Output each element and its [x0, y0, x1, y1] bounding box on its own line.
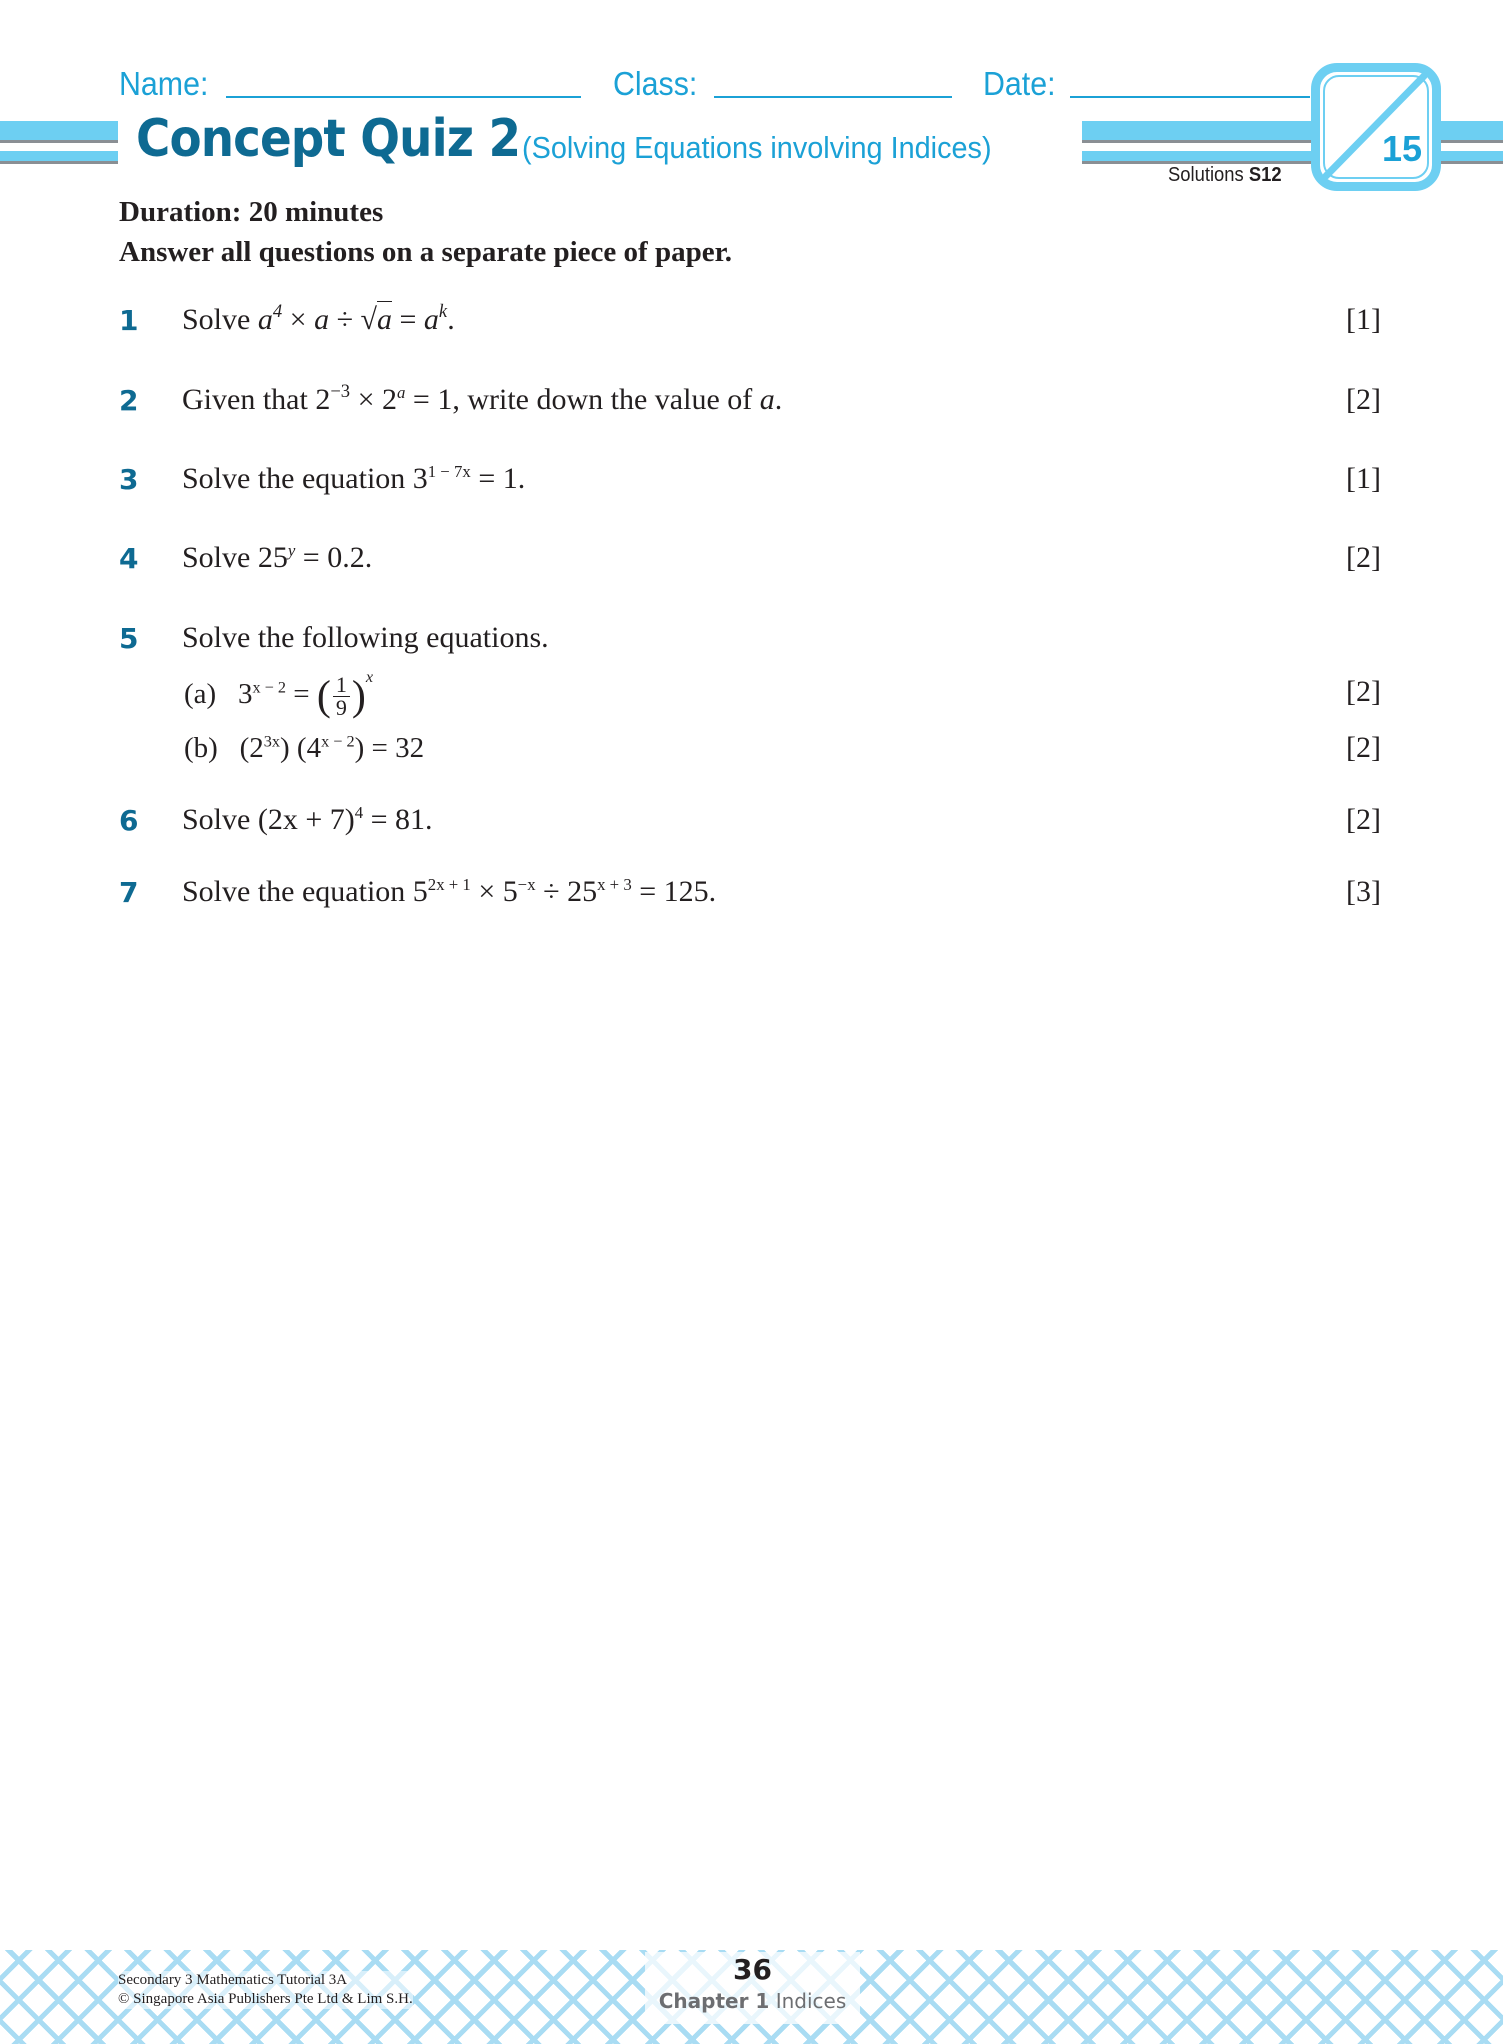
q7-base-1: 5 [412, 875, 428, 908]
question-7-text [182, 874, 716, 910]
q7-exponent-2: −x [517, 875, 536, 895]
page-title: Concept Quiz 2 [136, 109, 521, 169]
question-5a-marks: [2] [1346, 675, 1381, 708]
name-label: Name: [119, 65, 209, 102]
question-1-marks: [1] [1346, 303, 1381, 336]
page-subtitle: (Solving Equations involving Indices) [522, 130, 992, 165]
question-6-marks: [2] [1346, 803, 1381, 836]
question-number-5: 5 [119, 622, 139, 655]
question-5b-text: (b) $(2^{3x}) (4^{x - 2}) = 32$ [184, 732, 425, 764]
question-1-prefix: Solve [182, 303, 251, 336]
question-2-suffix: , write down the value of [452, 383, 753, 416]
right-paren: ) [351, 673, 366, 720]
question-number-3: 3 [119, 463, 139, 496]
header-stripe-right-top [1082, 121, 1322, 143]
question-5-text: Solve the following equations. [182, 621, 549, 654]
q1-exponent: 4 [272, 300, 283, 322]
q4-base: 25 [257, 541, 288, 574]
q2-base-1: 2 [315, 383, 331, 416]
divide-symbol: ÷ [336, 303, 354, 336]
q5b-base-1: 2 [249, 732, 264, 764]
fraction-denominator: 9 [335, 695, 347, 720]
q1-period: . [447, 303, 455, 336]
q2-base-2: 2 [382, 383, 398, 416]
page-number: 36 [733, 1953, 772, 1986]
q7-base-3: 25 [567, 875, 598, 908]
question-number-7: 7 [119, 876, 139, 909]
q5b-exponent-2: x − 2 [321, 732, 355, 751]
q5b-base-2: 4 [306, 732, 322, 764]
question-2-marks: [2] [1346, 383, 1381, 416]
q3-exponent: 1 − 7x [427, 462, 471, 482]
question-4-text [182, 540, 372, 576]
question-4-marks: [2] [1346, 541, 1381, 574]
q5b-rhs: = 32 [371, 732, 425, 764]
q2-rhs: = 1 [412, 383, 453, 416]
q2-variable: a [759, 383, 775, 416]
solutions-label: Solutions [1168, 164, 1244, 186]
q5a-outer-exponent: x [365, 668, 374, 687]
question-5a-label: (a) [184, 678, 217, 711]
q7-rhs: = 125. [639, 875, 717, 908]
question-7-prefix: Solve the equation [182, 875, 406, 908]
square-root-icon: √ [360, 303, 377, 336]
q1-rhs-exponent: k [438, 300, 448, 322]
q5a-exponent: x − 2 [252, 678, 286, 697]
score-box [1311, 63, 1441, 191]
question-2-text: Given that $2^{-3} \times 2^a = 1$, write down the value of a. [182, 380, 783, 416]
duration-text: Duration: 20 minutes [119, 196, 384, 228]
q1-factor: a [314, 303, 330, 336]
fraction-numerator: 1 [333, 674, 350, 697]
q4-exponent: y [287, 541, 296, 561]
question-5b-label: (b) [184, 732, 218, 764]
name-field-line[interactable] [226, 96, 581, 98]
class-field-line[interactable] [714, 96, 952, 98]
score-total: 15 [1382, 128, 1423, 169]
q5a-base: 3 [237, 678, 253, 711]
equals-symbol: = [399, 303, 417, 336]
question-1-text [182, 302, 455, 338]
q7-exponent-3: x + 3 [597, 875, 632, 895]
question-6-prefix: Solve [182, 803, 251, 836]
class-label: Class: [613, 65, 698, 102]
copyright-text: © Singapore Asia Publishers Pte Ltd & Lim S.H. [118, 1991, 413, 2007]
left-paren: ( [316, 673, 331, 720]
divide-symbol: ÷ [543, 875, 560, 908]
header-stripe-right-bottom [1082, 151, 1322, 164]
q6-exponent: 4 [354, 803, 364, 823]
q5b-exponent-1: 3x [263, 732, 280, 751]
question-3-prefix: Solve the equation [182, 462, 406, 495]
chapter-name: Indices [775, 1989, 847, 2013]
question-number-4: 4 [119, 542, 139, 575]
book-title: Secondary 3 Mathematics Tutorial 3A [118, 1972, 348, 1988]
q1-radicand: a [377, 303, 392, 336]
solutions-page: S12 [1248, 164, 1282, 186]
chapter-info [645, 1988, 860, 2014]
equals-symbol: = [293, 678, 310, 711]
question-3-text [182, 461, 525, 497]
date-field-line[interactable] [1070, 96, 1310, 98]
solutions-reference [1168, 164, 1282, 187]
q3-rhs: = 1. [478, 462, 526, 495]
question-7-marks: [3] [1346, 875, 1381, 908]
question-number-1: 1 [119, 304, 139, 337]
question-number-6: 6 [119, 804, 139, 837]
footer-page-info [645, 1952, 860, 2024]
question-3-marks: [1] [1346, 462, 1381, 495]
fraction [333, 674, 350, 719]
question-4-prefix: Solve [182, 541, 251, 574]
question-number-2: 2 [119, 384, 139, 417]
question-5a-text [184, 668, 374, 720]
date-label: Date: [983, 65, 1056, 102]
q1-base: a [257, 303, 273, 336]
q6-lhs: (2x + 7) [257, 803, 355, 836]
q7-base-2: 5 [502, 875, 518, 908]
footer-credit [118, 1971, 413, 2009]
q7-exponent-1: 2x + 1 [427, 875, 471, 895]
q4-rhs: = 0.2. [302, 541, 373, 574]
instruction-text: Answer all questions on a separate piece of paper. [119, 236, 733, 268]
q2-exponent-2: a [397, 383, 406, 403]
times-symbol: × [289, 303, 307, 336]
question-5b-marks: [2] [1346, 731, 1381, 764]
question-2-prefix: Given that [182, 383, 308, 416]
q1-rhs-base: a [423, 303, 439, 336]
q6-rhs: = 81. [370, 803, 433, 836]
header-stripe-left-top [0, 121, 118, 143]
times-symbol: × [478, 875, 496, 908]
q3-base: 3 [412, 462, 428, 495]
chapter-label: Chapter 1 [658, 1989, 770, 2013]
q2-exponent-1: −3 [330, 380, 351, 402]
times-symbol: × [357, 383, 375, 416]
question-6-text [182, 802, 433, 838]
header-stripe-left-bottom [0, 151, 118, 164]
